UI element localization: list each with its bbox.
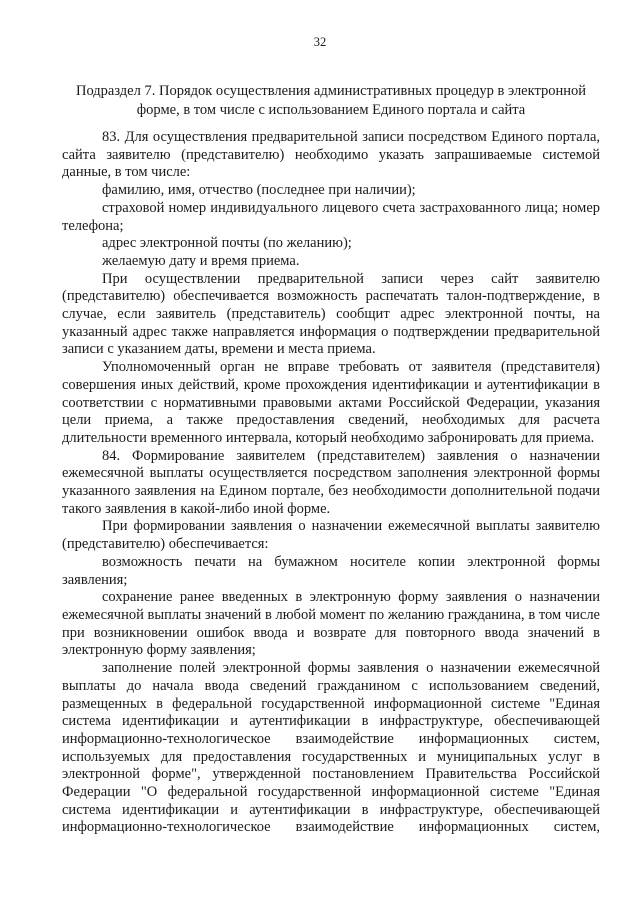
list-item-autofill: заполнение полей электронной формы заявления о назначении ежемесячной выплаты до начала ввода сведений гражданином с использованием сведений, размещенных в федеральной государственной информационной системе "Единая система идентификации и аутентификации в инфраструктуре, обеспечивающей информационно-технологическое взаимодействие информационных систем, используемых для предоставления государственных и муниципальных услуг в электронной форме", утвержденной постановлением Правительства Российской Федерации "О федеральной государственной информационной системе "Единая система идентификации и аутентификации в инфраструктуре, обеспечивающей информационно-технологическое взаимодействие информационных систем, [62,660,600,836]
paragraph-authority-restrictions: Уполномоченный орган не вправе требовать от заявителя (представителя) совершения иных действий, кроме прохождения идентификации и аутентификации в соответствии с нормативными правовыми актами Российской Федерации, указания цели приема, а также предоставления сведений, необходимых для расчета длительности временного интервала, который необходимо забронировать для приема. [62,359,600,446]
page-number: 32 [313,35,327,49]
paragraph-form-provisions: При формировании заявления о назначении ежемесячной выплаты заявителю (представителю) обеспечивается: [62,518,600,553]
list-item-snils-phone: страховой номер индивидуального лицевого счета застрахованного лица; номер телефона; [62,199,600,234]
paragraph-site-booking: При осуществлении предварительной записи через сайт заявителю (представителю) обеспечивается возможность распечатать талон-подтверждение, в случае, если заявитель (представитель) сообщит адрес электронной почты, на указанный адрес также направляется информация о подтверждении предварительной записи с указанием даты, времени и места приема. [62,270,600,358]
body-text [62,129,600,837]
paragraph-84: 84. Формирование заявителем (представителем) заявления о назначении ежемесячной выплаты осуществляется посредством заполнения электронной формы указанного заявления на Едином портале, без необходимости дополнительной подачи такого заявления в какой-либо иной форме. [62,447,600,517]
list-item-save: сохранение ранее введенных в электронную форму заявления о назначении ежемесячной выплаты значений в любой момент по желанию гражданина, в том числе при возникновении ошибок ввода и возврате для повторного ввода значений в электронную форму заявления; [62,589,600,659]
list-item-print: возможность печати на бумажном носителе копии электронной формы заявления; [62,553,600,588]
list-item-name: фамилию, имя, отчество (последнее при наличии); [102,182,416,199]
subsection-heading: Подраздел 7. Порядок осуществления административных процедур в электронной форме, в том числе с использованием Единого портала и сайта [75,83,587,118]
list-item-date-time: желаемую дату и время приема. [102,252,300,269]
list-item-email: адрес электронной почты (по желанию); [102,235,352,252]
paragraph-83-intro: 83. Для осуществления предварительной записи посредством Единого портала, сайта заявителю (представителю) необходимо указать запрашиваемые системой данные, в том числе: [62,129,600,181]
